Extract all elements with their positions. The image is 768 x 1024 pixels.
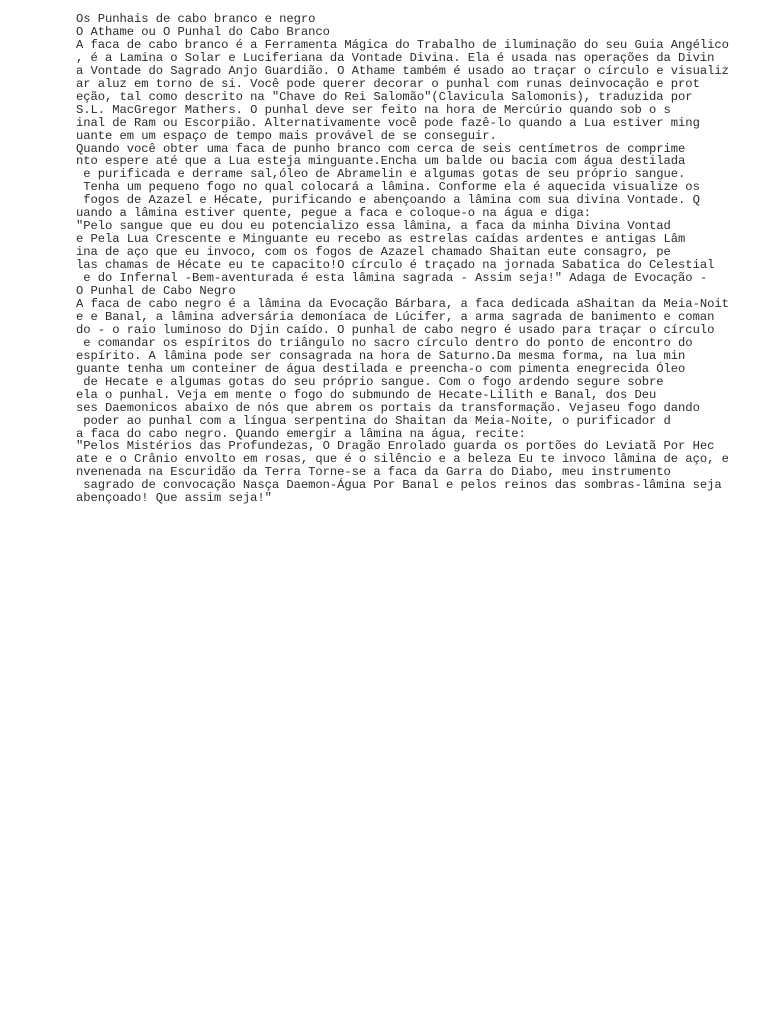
text-line: Tenha um pequeno fogo no qual colocará a lâmina. Conforme ela é aquecida visualize os <box>76 180 700 195</box>
text-line: nto espere até que a Lua esteja minguante.Encha um balde ou bacia com água destilada <box>76 154 686 169</box>
text-line: , é a Lamina o Solar e Luciferiana da Vontade Divina. Ela é usada nas operações da Divin <box>76 50 715 65</box>
document-body <box>76 13 766 505</box>
section-heading-athame: O Athame ou O Punhal do Cabo Branco <box>76 24 330 39</box>
text-line: e do Infernal -Bem-aventurada é esta lâmina sagrada - Assim seja!" Adaga de Evocação - <box>76 271 708 286</box>
text-line: "Pelo sangue que eu dou eu potencializo essa lâmina, a faca da minha Divina Vontad <box>76 219 671 234</box>
text-line: ina de aço que eu invoco, com os fogos de Azazel chamado Shaitan eute consagro, pe <box>76 245 671 260</box>
text-line: e comandar os espíritos do triângulo no sacro círculo dentro do ponto de encontro do <box>76 335 693 350</box>
text-line: ate e o Crânio envolto em rosas, que é o silêncio e a beleza Eu te invoco lâmina de aço, e <box>76 452 729 467</box>
text-line: ela o punhal. Veja em mente o fogo do submundo de Hecate-Lilith e Banal, dos Deu <box>76 387 657 402</box>
text-line: e e Banal, a lâmina adversária demoníaca de Lúcifer, a arma sagrada de banimento e coman <box>76 309 715 324</box>
text-line: espírito. A lâmina pode ser consagrada na hora de Saturno.Da mesma forma, na lua min <box>76 348 686 363</box>
text-line: ses Daemonicos abaixo de nós que abrem os portais da transformação. Vejaseu fogo dando <box>76 400 700 415</box>
text-line: A faca de cabo branco é a Ferramenta Mágica do Trabalho de iluminação do seu Guia Angélico <box>76 37 729 52</box>
text-line: nvenenada na Escuridão da Terra Torne-se a faca da Garra do Diabo, meu instrumento <box>76 465 671 480</box>
text-line: inal de Ram ou Escorpião. Alternativamente você pode fazê-lo quando a Lua estiver ming <box>76 115 700 130</box>
text-line: guante tenha um conteiner de água destilada e preencha-o com pimenta enegrecida Óleo <box>76 361 686 376</box>
text-line: ar aluz em torno de si. Você pode querer decorar o punhal com runas deinvocação e prot <box>76 76 700 91</box>
text-line: a faca do cabo negro. Quando emergir a lâmina na água, recite: <box>76 426 526 441</box>
text-line: las chamas de Hécate eu te capacito!O círculo é traçado na jornada Sabatica do Celestial <box>76 258 715 273</box>
text-line: "Pelos Mistérios das Profundezas, O Dragão Enrolado guarda os portões do Leviatã Por Hec <box>76 439 715 454</box>
text-line: do - o raio luminoso do Djin caído. O punhal de cabo negro é usado para traçar o círculo <box>76 322 715 337</box>
text-line: fogos de Azazel e Hécate, purificando e abençoando a lâmina com sua divina Vontade. Q <box>76 193 700 208</box>
text-line: uando a lâmina estiver quente, pegue a faca e coloque-o na água e diga: <box>76 206 592 221</box>
text-line: de Hecate e algumas gotas do seu próprio sangue. Com o fogo ardendo segure sobre <box>76 374 664 389</box>
section-heading-cabo-negro: O Punhal de Cabo Negro <box>76 284 236 299</box>
text-line: e Pela Lua Crescente e Minguante eu recebo as estrelas caídas ardentes e antigas Lâm <box>76 232 686 247</box>
text-line: Quando você obter uma faca de punho branco com cerca de seis centímetros de comprime <box>76 141 686 156</box>
text-line: A faca de cabo negro é a lâmina da Evocação Bárbara, a faca dedicada aShaitan da Meia-Noit <box>76 296 729 311</box>
text-line: uante em um espaço de tempo mais provável de se conseguir. <box>76 128 497 143</box>
text-line: a Vontade do Sagrado Anjo Guardião. O Athame também é usado ao traçar o círculo e visualiz <box>76 63 729 78</box>
text-line: S.L. MacGregor Mathers. O punhal deve ser feito na hora de Mercúrio quando sob o s <box>76 102 671 117</box>
text-line: sagrado de convocação Nasça Daemon-Água Por Banal e pelos reinos das sombras-lâmina seja <box>76 478 722 493</box>
text-line: abençoado! Que assim seja!" <box>76 491 272 506</box>
document-title: Os Punhais de cabo branco e negro <box>76 12 316 26</box>
text-line: eção, tal como descrito na "Chave do Rei Salomão"(Clavicula Salomonis), traduzida por <box>76 89 693 104</box>
text-line: e purificada e derrame sal,óleo de Abramelin e algumas gotas de seu próprio sangue. <box>76 167 686 182</box>
text-line: poder ao punhal com a língua serpentina do Shaitan da Meia-Noite, o purificador d <box>76 413 671 428</box>
